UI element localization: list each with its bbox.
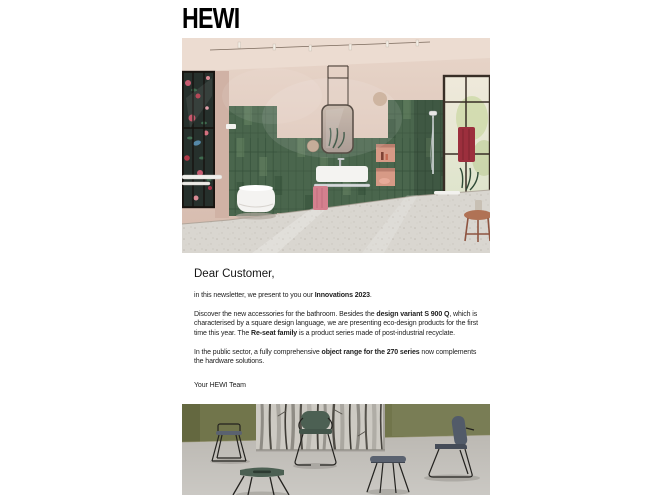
tap xyxy=(339,159,341,167)
chair-seat xyxy=(299,429,332,434)
light-wash xyxy=(222,68,322,124)
text-segment: Discover the new accessories for the bathroom. Besides the xyxy=(194,311,377,319)
rolled-towel xyxy=(379,178,390,184)
text-segment: is a product series made of post-industrial recyclate. xyxy=(297,329,456,337)
wall-corner xyxy=(182,404,200,442)
handle-slot xyxy=(253,471,271,474)
text-segment: In the public sector, a fully comprehensive xyxy=(194,348,322,356)
panel-edge xyxy=(383,404,385,450)
paragraph-intro xyxy=(194,291,478,300)
footer-image-illustration xyxy=(182,404,490,495)
pink-towel xyxy=(313,186,328,210)
bold-innovations-2023: Innovations 2023 xyxy=(314,292,370,299)
email-content xyxy=(182,0,490,495)
greeting: Dear Customer, xyxy=(194,268,275,280)
chair-back xyxy=(301,411,330,430)
hero-image-bathroom[interactable] xyxy=(182,38,490,253)
bold-object-range-270: object range for the 270 series xyxy=(321,348,420,356)
paragraph-products xyxy=(194,310,478,338)
bottle xyxy=(381,152,384,160)
text-segment: in this newsletter, we present to you our xyxy=(194,292,315,299)
stool-seat xyxy=(216,431,242,435)
floral-wallpaper-partition xyxy=(182,71,215,208)
paragraph-public-sector xyxy=(194,348,478,366)
text-segment: . xyxy=(369,292,372,299)
footer-image-chairs[interactable] xyxy=(182,404,490,495)
hewi-logo[interactable]: HEWI xyxy=(182,3,240,35)
stool-seat xyxy=(370,456,406,463)
newsletter-text xyxy=(182,268,490,390)
text-segment: now complements the hardware solutions. xyxy=(194,348,477,366)
toilet-roll-holder xyxy=(226,124,236,129)
wall-hung-toilet xyxy=(236,185,276,220)
shower-head xyxy=(429,111,437,116)
bottle xyxy=(386,154,388,160)
wall-light xyxy=(392,404,490,436)
panel-shadow xyxy=(256,449,385,451)
chair-seat xyxy=(435,444,467,449)
hero-image-illustration xyxy=(182,38,490,253)
signoff: Your HEWI Team xyxy=(194,382,246,390)
shower-grab-bar xyxy=(434,191,460,195)
text-segment: , which is characterised by a square design language, we are presenting eco-design products for the first time this year. The xyxy=(194,311,478,337)
red-towel xyxy=(458,127,475,162)
bold-design-variant: design variant S 900 Q xyxy=(376,311,450,319)
bold-re-seat-family: Re-seat family xyxy=(251,329,298,337)
